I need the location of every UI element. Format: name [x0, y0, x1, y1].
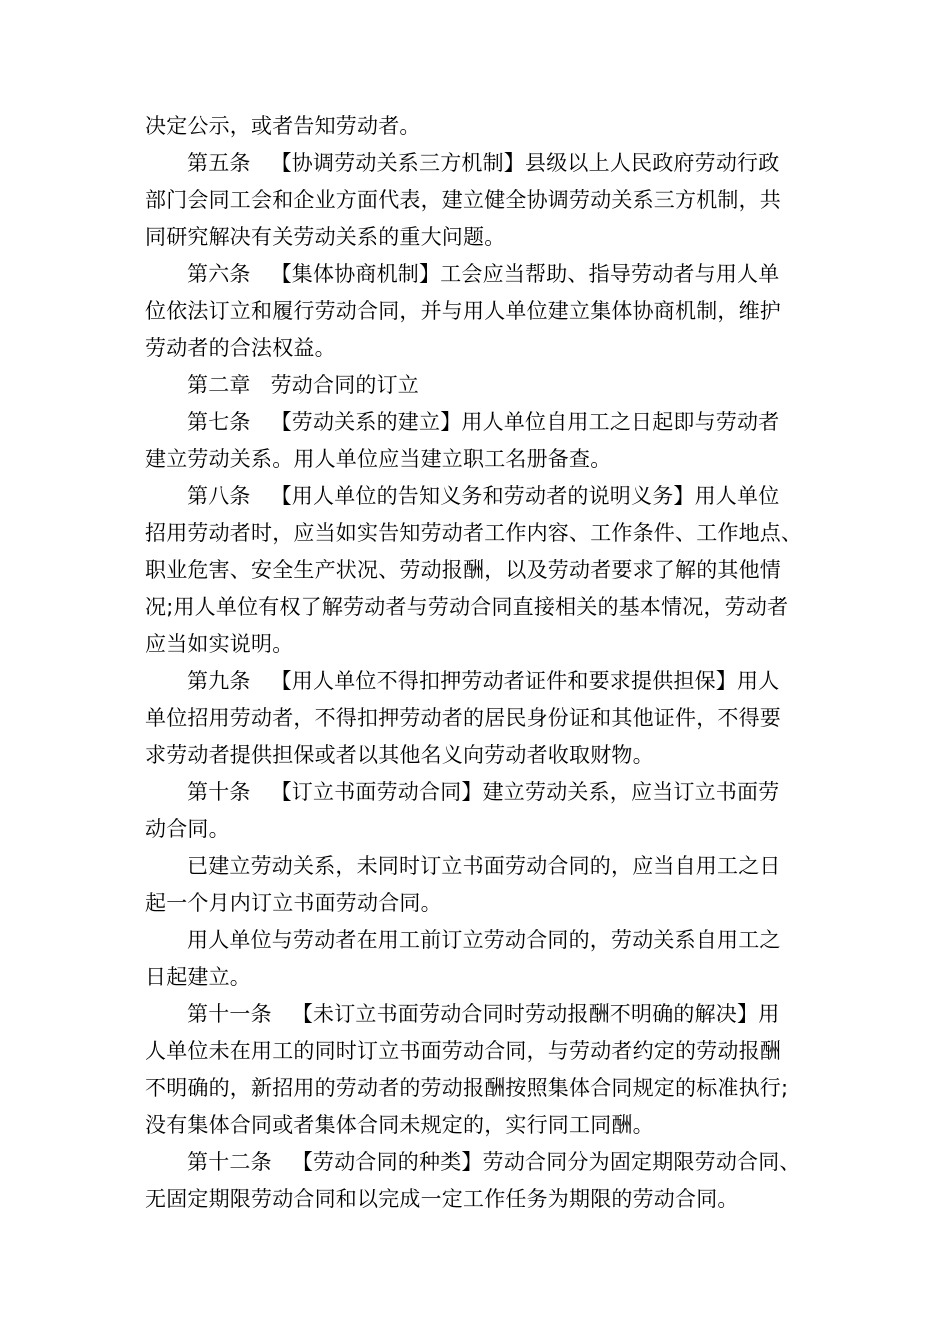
- text-line: 同研究解决有关劳动关系的重大问题。: [145, 225, 506, 249]
- paragraph: [145, 108, 813, 145]
- text-line: 无固定期限劳动合同和以完成一定工作任务为期限的劳动合同。: [145, 1187, 739, 1211]
- article-number: 第八条: [187, 484, 251, 508]
- text-line: 人单位未在用工的同时订立书面劳动合同，与劳动者约定的劳动报酬: [145, 1039, 781, 1063]
- text-line: 求劳动者提供担保或者以其他名义向劳动者收取财物。: [145, 743, 654, 767]
- text-line: 职业危害、安全生产状况、劳动报酬，以及劳动者要求了解的其他情: [145, 558, 781, 582]
- document-body: [145, 108, 813, 1218]
- article-number: 第七条: [187, 410, 251, 434]
- text-line: 单位招用劳动者，不得扣押劳动者的居民身份证和其他证件，不得要: [145, 706, 781, 730]
- article-title: 【订立书面劳动合同】: [270, 780, 483, 804]
- article-paragraph: [145, 404, 813, 478]
- article-paragraph: [145, 774, 813, 848]
- article-paragraph: [145, 996, 813, 1144]
- text-line: 招用劳动者时，应当如实告知劳动者工作内容、工作条件、工作地点、: [145, 521, 803, 545]
- text-line: 已建立劳动关系，未同时订立书面劳动合同的，应当自用工之日: [187, 854, 781, 878]
- article-title: 【用人单位的告知义务和劳动者的说明义务】: [270, 484, 695, 508]
- text-line: 应当如实说明。: [145, 632, 294, 656]
- text-line: 用人单位自用工之日起即与劳动者: [461, 410, 780, 434]
- article-title: 【集体协商机制】: [270, 262, 441, 286]
- article-title: 劳动合同的订立: [270, 373, 420, 397]
- paragraph: [145, 922, 813, 996]
- text-line: 工会应当帮助、指导劳动者与用人单: [440, 262, 780, 286]
- paragraph: [145, 848, 813, 922]
- article-number: 第五条: [187, 151, 251, 175]
- text-line: 起一个月内订立书面劳动合同。: [145, 891, 442, 915]
- text-line: 用人: [737, 669, 780, 693]
- article-number: 第九条: [187, 669, 251, 693]
- text-line: 位依法订立和履行劳动合同，并与用人单位建立集体协商机制，维护: [145, 299, 781, 323]
- article-paragraph: [145, 367, 813, 404]
- text-line: 用人单位: [694, 484, 780, 508]
- text-line: 没有集体合同或者集体合同未规定的，实行同工同酬。: [145, 1113, 654, 1137]
- article-number: 第十一条: [187, 1002, 272, 1026]
- article-title: 【未订立书面劳动合同时劳动报酬不明确的解决】: [291, 1002, 759, 1026]
- text-line: 县级以上人民政府劳动行政: [525, 151, 780, 175]
- text-line: 不明确的，新招用的劳动者的劳动报酬按照集体合同规定的标准执行;: [145, 1076, 789, 1100]
- text-line: 用人单位与劳动者在用工前订立劳动合同的，劳动关系自用工之: [187, 928, 781, 952]
- text-line: 劳动者的合法权益。: [145, 336, 336, 360]
- article-paragraph: [145, 1144, 813, 1218]
- article-paragraph: [145, 663, 813, 774]
- article-title: 【劳动合同的种类】: [291, 1150, 483, 1174]
- text-line: 动合同。: [145, 817, 230, 841]
- text-line: 建立劳动关系，应当订立书面劳: [482, 780, 780, 804]
- article-title: 【用人单位不得扣押劳动者证件和要求提供担保】: [270, 669, 738, 693]
- text-line: 部门会同工会和企业方面代表，建立健全协调劳动关系三方机制，共: [145, 188, 781, 212]
- article-paragraph: [145, 256, 813, 367]
- article-paragraph: [145, 478, 813, 663]
- article-number: 第六条: [187, 262, 251, 286]
- article-paragraph: [145, 145, 813, 256]
- article-title: 【劳动关系的建立】: [270, 410, 462, 434]
- article-title: 【协调劳动关系三方机制】: [270, 151, 526, 175]
- text-line: 况;用人单位有权了解劳动者与劳动合同直接相关的基本情况，劳动者: [145, 595, 789, 619]
- text-line: 劳动合同分为固定期限劳动合同、: [482, 1150, 801, 1174]
- text-line: 日起建立。: [145, 965, 251, 989]
- text-line: 用: [758, 1002, 780, 1026]
- text-line: 决定公示，或者告知劳动者。: [145, 114, 421, 138]
- text-line: 建立劳动关系。用人单位应当建立职工名册备查。: [145, 447, 612, 471]
- article-number: 第十条: [187, 780, 251, 804]
- article-number: 第二章: [187, 373, 251, 397]
- article-number: 第十二条: [187, 1150, 272, 1174]
